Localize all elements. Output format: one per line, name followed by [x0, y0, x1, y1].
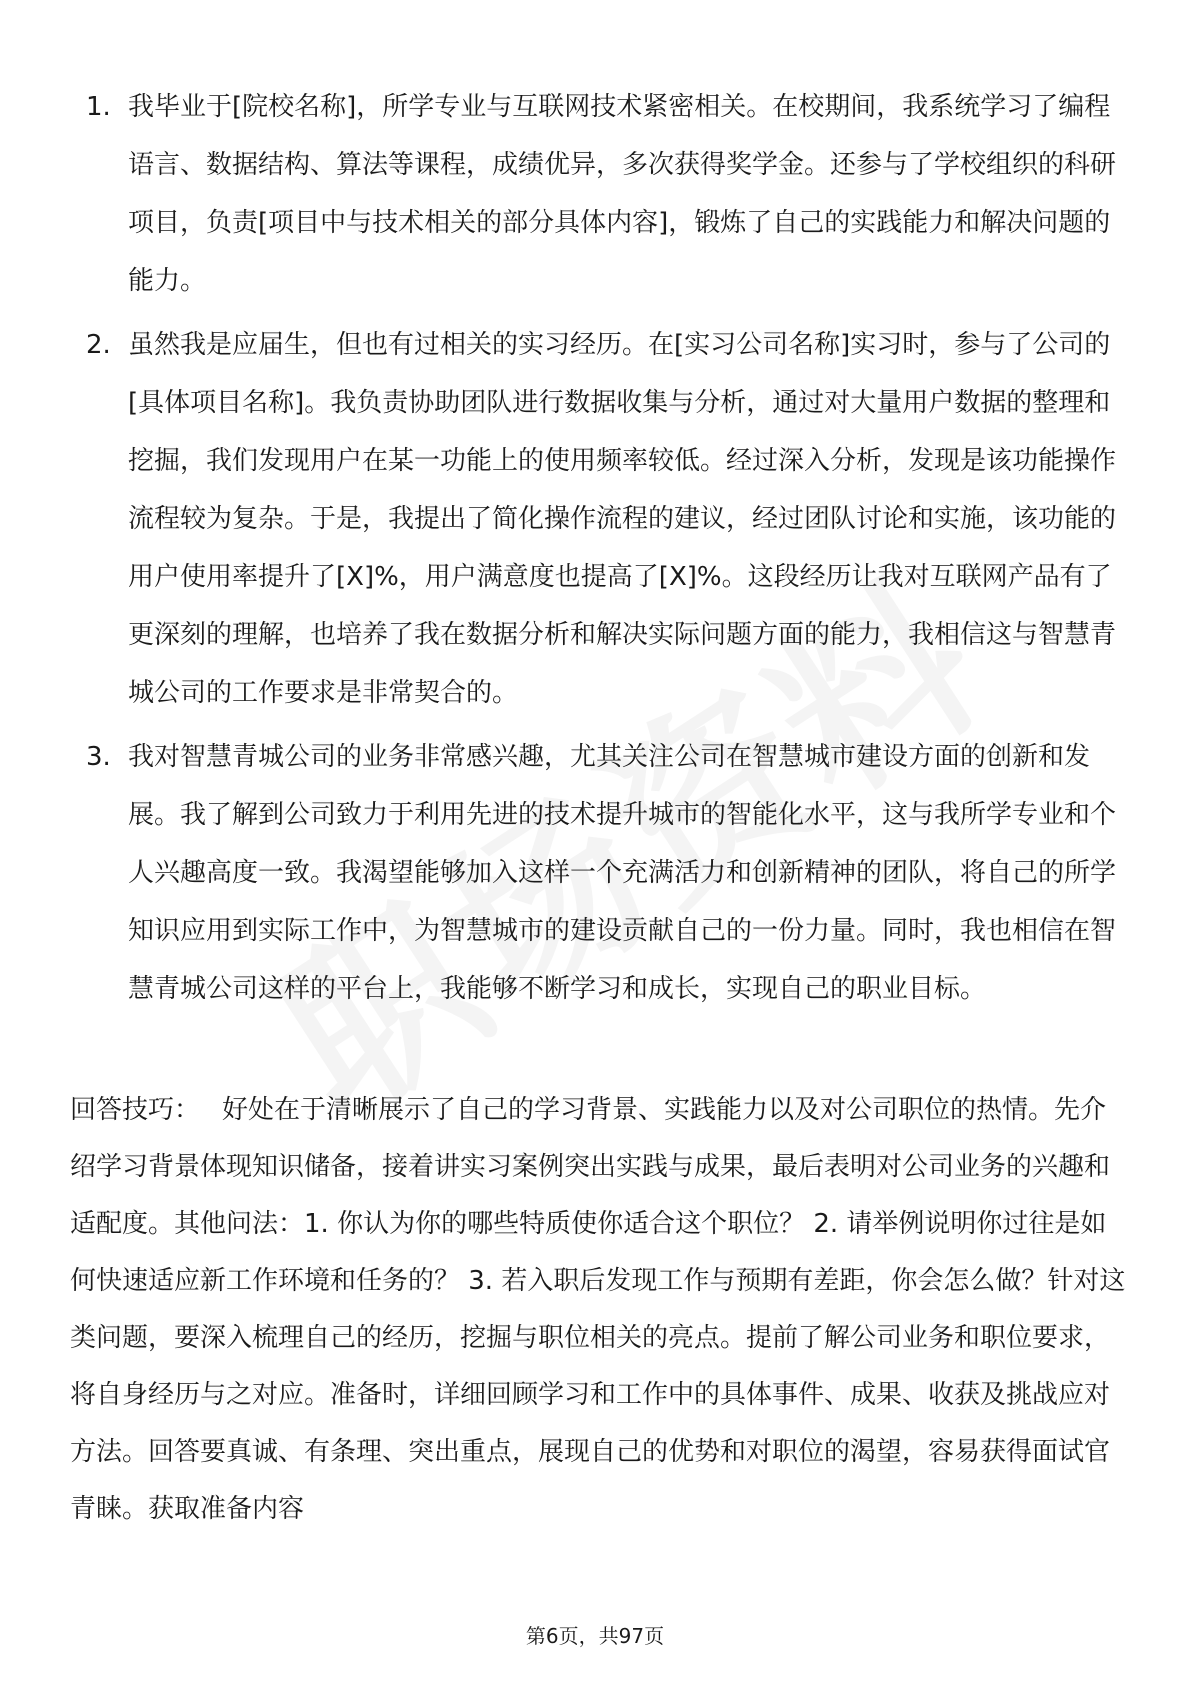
list-item-text: 我毕业于[院校名称]，所学专业与互联网技术紧密相关。在校期间，我系统学习了编程语言、数据结构、算法等课程，成绩优异，多次获得奖学金。还参与了学校组织的科研项目，负责[项目中与技术相关的部分具体内容]，锻炼了自己的实践能力和解决问题的能力。 — [128, 92, 1117, 296]
list-item-number: 3. — [86, 742, 111, 772]
list-item-number: 2. — [86, 330, 111, 360]
page-number: 第6页，共97页 — [525, 1624, 665, 1648]
list-item-number: 1. — [86, 92, 111, 122]
answer-tips-paragraph — [70, 1082, 1130, 1538]
tips-label: 回答技巧： — [70, 1095, 201, 1125]
list-item — [86, 316, 1126, 722]
answer-list — [86, 78, 1126, 1024]
list-item-text: 虽然我是应届生，但也有过相关的实习经历。在[实习公司名称]实习时，参与了公司的[具体项目名称]。我负责协助团队进行数据收集与分析，通过对大量用户数据的整理和挖掘，我们发现用户在某一功能上的使用频率较低。经过深入分析，发现是该功能操作流程较为复杂。于是，我提出了简化操作流程的建议，经过团队讨论和实施，该功能的用户使用率提升了[X]%，用户满意度也提高了[X]%。这段经历让我对互联网产品有了更深刻的理解，也培养了我在数据分析和解决实际问题方面的能力，我相信这与智慧青城公司的工作要求是非常契合的。 — [128, 330, 1117, 708]
list-item — [86, 78, 1126, 310]
list-item — [86, 728, 1126, 1018]
list-item-text: 我对智慧青城公司的业务非常感兴趣，尤其关注公司在智慧城市建设方面的创新和发展。我了解到公司致力于利用先进的技术提升城市的智能化水平，这与我所学专业和个人兴趣高度一致。我渴望能够加入这样一个充满活力和创新精神的团队，将自己的所学知识应用到实际工作中，为智慧城市的建设贡献自己的一份力量。同时，我也相信在智慧青城公司这样的平台上，我能够不断学习和成长，实现自己的职业目标。 — [128, 742, 1117, 1004]
tips-text: 好处在于清晰展示了自己的学习背景、实践能力以及对公司职位的热情。先介绍学习背景体现知识储备，接着讲实习案例突出实践与成果，最后表明对公司业务的兴趣和适配度。其他问法：1. 你认为你的哪些特质使你适合这个职位？ 2. 请举例说明你过往是如何快速适应新工作环境和任务的？ 3. 若入职后发现工作与预期有差距，你会怎么做？针对这类问题，要深入梳理自己的经历，挖掘与职位相关的亮点。提前了解公司业务和职位要求，将自身经历与之对应。准备时，详细回顾学习和工作中的具体事件、成果、收获及挑战应对方法。回答要真诚、有条理、突出重点，展现自己的优势和对职位的渴望，容易获得面试官青睐。获取准备内容 — [70, 1095, 1126, 1524]
